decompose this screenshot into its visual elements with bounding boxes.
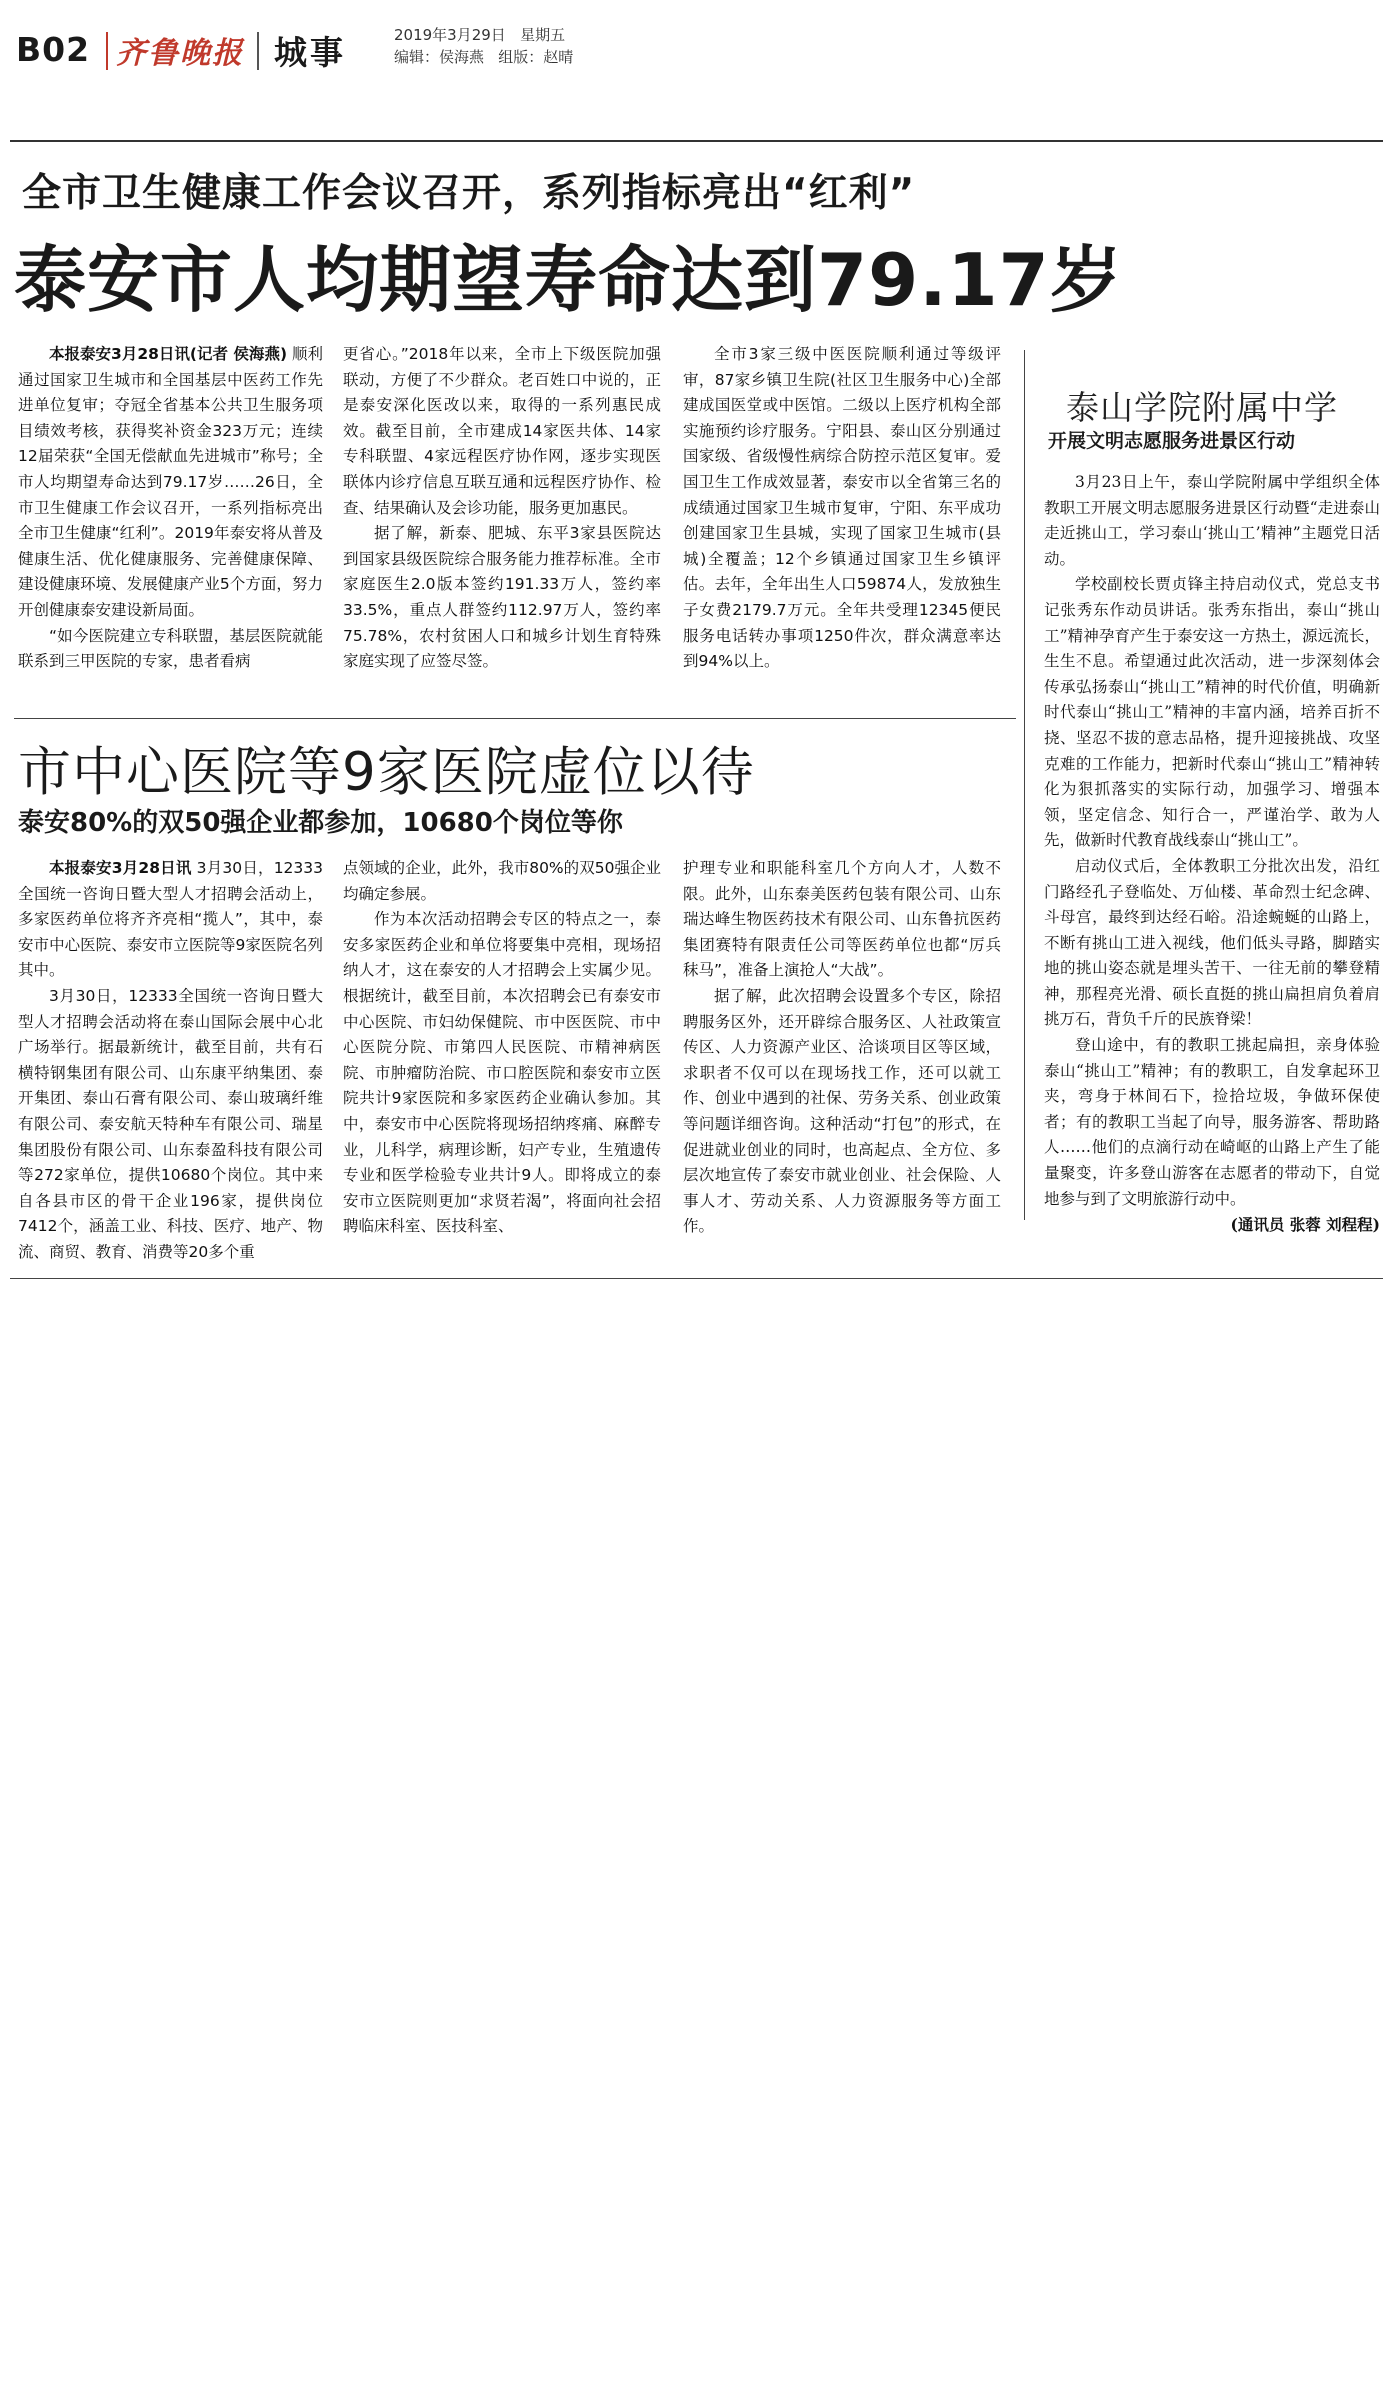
story3-paragraph: 登山途中，有的教职工挑起扁担，亲身体验泰山“挑山工”精神；有的教职工，自发拿起环卫夹，弯身于林间石下，捡拾垃圾，争做环保使者；有的教职工当起了向导，服务游客、帮助路人……他们的点滴行动在崎岖的山路上产生了能量聚变，许多登山游客在志愿者的带动下，自觉地参与到了文明旅游行动中。 — [1044, 1036, 1380, 1208]
story3-paragraph: 3月23日上午，泰山学院附属中学组织全体教职工开展文明志愿服务进景区行动暨“走进泰山走近挑山工，学习泰山‘挑山工’精神”主题党日活动。 — [1044, 473, 1380, 568]
masthead-rule — [10, 140, 1383, 142]
story1-paragraph: 更省心。”2018年以来，全市上下级医院加强联动，方便了不少群众。老百姓口中说的，正是泰安深化医改以来，取得的一系列惠民成效。截至目前，全市建成14家医共体、14家专科联盟、4家远程医疗协作网，逐步实现医联体内诊疗信息互联互通和远程医疗协作、检查、结果确认及会诊功能，服务更加惠民。 — [343, 345, 661, 517]
story3-byline: (通讯员 张蓉 刘程程) — [1230, 1215, 1380, 1235]
story1-dateline: 本报泰安3月28日讯(记者 侯海燕) — [49, 345, 288, 363]
story2-column-3 — [683, 856, 1001, 1264]
story1-column-2 — [343, 342, 661, 707]
masthead-divider — [257, 32, 259, 70]
story3-title: 泰山学院附属中学 — [1066, 388, 1338, 427]
story1-paragraph: 据了解，新泰、肥城、东平3家县医院达到国家县级医院综合服务能力推荐标准。全市家庭医生2.0版本签约191.33万人，签约率33.5%，重点人群签约112.97万人，签约率75.78%，农村贫困人口和城乡计划生育特殊家庭实现了应签尽签。 — [343, 524, 661, 671]
content-bottom-rule — [10, 1278, 1383, 1279]
story3-paragraph: 启动仪式后，全体教职工分批次出发，沿红门路经孔子登临处、万仙楼、革命烈士纪念碑、斗母宫，最终到达经石峪。沿途蜿蜒的山路上，不断有挑山工进入视线，他们低头寻路，脚踏实地的挑山姿态就是埋头苦干、一往无前的攀登精神，那程亮光滑、硕长直挺的挑山扁担肩负着肩挑万石，背负千斤的民族脊梁！ — [1044, 856, 1380, 1029]
story2-paragraph: 作为本次活动招聘会专区的特点之一，泰安多家医药企业和单位将要集中亮相，现场招纳人才，这在泰安的人才招聘会上实属少见。根据统计，截至目前，本次招聘会已有泰安市中心医院、市妇幼保健院、市中医医院、市中心医院分院、市第四人民医院、市精神病医院、市肿瘤防治院、市口腔医院和泰安市立医院共计9家医院和多家医药企业确认参加。其中，泰安市中心医院将现场招纳疼痛、麻醉专业，儿科学，病理诊断，妇产专业，生殖遗传专业和医学检验专业共计9人。即将成立的泰安市立医院则更加“求贤若渴”，将面向社会招聘临床科室、医技科室、 — [343, 910, 661, 1236]
story1-paragraph: “如今医院建立专科联盟，基层医院就能联系到三甲医院的专家，患者看病 — [18, 626, 323, 671]
masthead-divider — [106, 32, 108, 70]
story2-column-2 — [343, 856, 661, 1264]
story2-paragraph: 3月30日，12333全国统一咨询日暨大型人才招聘会活动上，多家医药单位将齐齐亮相“揽人”，其中，泰安市中心医院、泰安市立医院等9家医院名列其中。 — [18, 859, 323, 980]
editor-credits: 编辑：侯海燕 组版：赵晴 — [394, 48, 574, 66]
story2-dateline: 本报泰安3月28日讯 — [49, 859, 192, 877]
story2-paragraph: 3月30日，12333全国统一咨询日暨大型人才招聘会活动将在泰山国际会展中心北广场举行。据最新统计，截至目前，共有石横特钢集团有限公司、山东康平纳集团、泰开集团、泰山石膏有限公司、泰山玻璃纤维有限公司、泰安航天特种车有限公司、瑞星集团股份有限公司、山东泰盈科技有限公司等272家单位，提供10680个岗位。其中来自各县市区的骨干企业196家，提供岗位7412个，涵盖工业、科技、医疗、地产、物流、商贸、教育、消费等20多个重 — [18, 986, 323, 1261]
page-number: B02 — [16, 30, 91, 69]
story1-headline: 泰安市人均期望寿命达到79.17岁 — [14, 238, 1123, 322]
story3-column — [1044, 470, 1380, 1260]
story2-column-1 — [18, 856, 323, 1264]
story3-paragraph: 学校副校长贾贞锋主持启动仪式，党总支书记张秀东作动员讲话。张秀东指出，泰山“挑山工”精神孕育产生于泰安这一方热土，源远流长，生生不息。希望通过此次活动，进一步深刻体会传承弘扬泰山“挑山工”精神的时代价值，明确新时代泰山“挑山工”精神的丰富内涵，培养百折不挠、坚忍不拔的意志品格，提升迎接挑战、攻坚克难的工作能力，把新时代泰山“挑山工”精神转化为狠抓落实的实际行动，加强学习、增强本领，坚定信念、知行合一，严谨治学、敢为人先，做新时代教育战线泰山“挑山工”。 — [1044, 575, 1380, 850]
column-divider — [1024, 350, 1025, 1220]
story2-subhead: 泰安80%的双50强企业都参加，10680个岗位等你 — [18, 808, 623, 838]
story2-paragraph: 据了解，此次招聘会设置多个专区，除招聘服务区外，还开辟综合服务区、人社政策宣传区、人力资源产业区、洽谈项目区等区域，求职者不仅可以在现场找工作，还可以就工作、创业中遇到的社保、劳务关系、创业政策等问题详细咨询。这种活动“打包”的形式，在促进就业创业的同时，也高起点、全方位、多层次地宣传了泰安市就业创业、社会保险、人事人才、劳动关系、人力资源服务等方面工作。 — [683, 986, 1001, 1236]
story3-subtitle: 开展文明志愿服务进景区行动 — [1048, 430, 1296, 452]
section-title: 城事 — [274, 33, 346, 72]
story1-column-3 — [683, 342, 1001, 707]
newspaper-logo: 齐鲁晚报 — [116, 36, 244, 71]
story1-paragraph: 顺利通过国家卫生城市和全国基层中医药工作先进单位复审；夺冠全省基本公共卫生服务项目绩效考核，获得奖补资金323万元；连续12届荣获“全国无偿献血先进城市”称号；全市人均期望寿命达到79.17岁……26日，全市卫生健康工作会议召开，一系列指标亮出全市卫生健康“红利”。2019年泰安将从普及健康生活、优化健康服务、完善健康保障、建设健康环境、发展健康产业5个方面，努力开创健康泰安建设新局面。 — [18, 345, 323, 619]
story-divider — [14, 718, 1016, 719]
story2-headline: 市中心医院等9家医院虚位以待 — [18, 742, 755, 803]
issue-date: 2019年3月29日 星期五 — [394, 26, 566, 44]
story2-paragraph: 护理专业和职能科室几个方向人才，人数不限。此外，山东泰美医药包装有限公司、山东瑞达峰生物医药技术有限公司、山东鲁抗医药集团赛特有限责任公司等医药单位也都“厉兵秣马”，准备上演抢人“大战”。 — [683, 859, 1001, 980]
story1-paragraph: 全市3家三级中医医院顺利通过等级评审，87家乡镇卫生院(社区卫生服务中心)全部建成国医堂或中医馆。二级以上医疗机构全部实施预约诊疗服务。宁阳县、泰山区分别通过国家级、省级慢性病综合防控示范区复审。爱国卫生工作成效显著，泰安市以全省第三名的成绩通过国家卫生城市复审，宁阳、东平成功创建国家卫生县城，实现了国家卫生城市(县城)全覆盖；12个乡镇通过国家卫生乡镇评估。去年，全年出生人口59874人，发放独生子女费2179.7万元。全年共受理12345便民服务电话转办事项1250件次，群众满意率达到94%以上。 — [683, 345, 1001, 671]
story2-paragraph: 点领域的企业，此外，我市80%的双50强企业均确定参展。 — [343, 859, 661, 903]
story1-kicker: 全市卫生健康工作会议召开，系列指标亮出“红利” — [22, 171, 916, 216]
story1-column-1 — [18, 342, 323, 707]
